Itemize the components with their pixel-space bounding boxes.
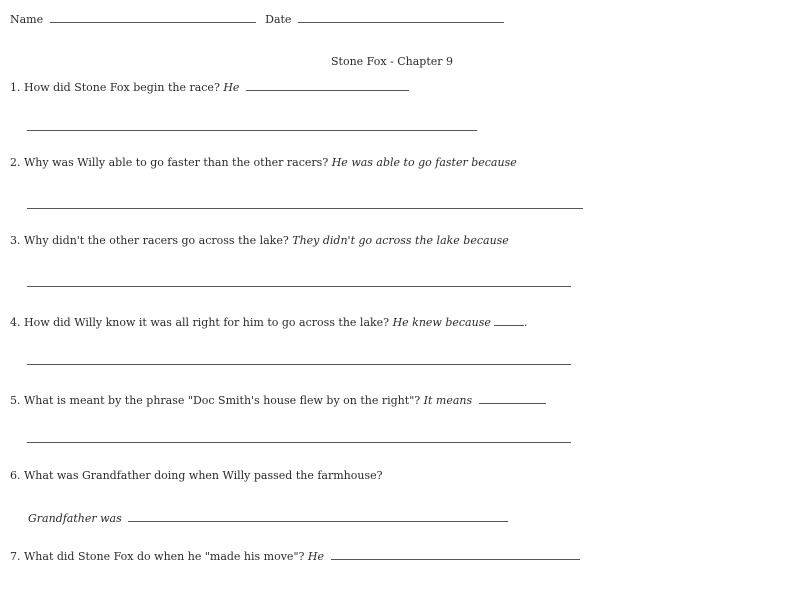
answer-line[interactable] [27,286,571,287]
question-number: 6. [10,469,21,482]
answer-line[interactable] [27,208,583,209]
answer-prompt: He knew because [392,316,491,329]
name-label: Name [10,13,44,26]
question-1 [10,78,409,95]
answer-prompt: They didn't go across the lake because [292,234,509,247]
question-number: 1. [10,81,21,94]
question-7 [10,547,580,564]
question-5 [10,391,546,408]
question-text: What did Stone Fox do when he "made his move"? [24,550,305,563]
answer-prompt: It means [423,394,473,407]
header-row [10,10,504,27]
question-3 [10,234,509,248]
question-text: Why was Willy able to go faster than the other racers? [24,156,329,169]
answer-blank[interactable] [479,391,546,404]
answer-line[interactable] [27,130,477,131]
question-number: 5. [10,394,21,407]
answer-line[interactable] [27,442,571,443]
question-number: 2. [10,156,21,169]
question-6 [10,469,383,483]
question-text: How did Stone Fox begin the race? [24,81,220,94]
question-6-answer [28,509,508,526]
answer-blank[interactable] [246,78,409,91]
question-4 [10,313,527,330]
question-text: How did Willy know it was all right for him to go across the lake? [24,316,390,329]
answer-prompt: Grandfather was [28,512,122,525]
name-field[interactable] [50,10,256,23]
question-text: What was Grandfather doing when Willy passed the farmhouse? [24,469,383,482]
answer-prompt: He [307,550,325,563]
question-2 [10,156,517,170]
answer-blank[interactable] [331,547,580,560]
period: . [523,316,528,329]
question-number: 3. [10,234,21,247]
answer-blank[interactable] [128,509,508,522]
date-label: Date [265,13,292,26]
question-number: 7. [10,550,21,563]
answer-blank[interactable] [494,313,524,326]
question-text: Why didn't the other racers go across the lake? [24,234,289,247]
date-field[interactable] [298,10,504,23]
answer-prompt: He was able to go faster because [331,156,517,169]
question-number: 4. [10,316,21,329]
answer-line[interactable] [27,364,571,365]
page-title: Stone Fox - Chapter 9 [331,55,454,68]
question-text: What is meant by the phrase "Doc Smith's house flew by on the right"? [24,394,421,407]
answer-prompt: He [223,81,240,94]
